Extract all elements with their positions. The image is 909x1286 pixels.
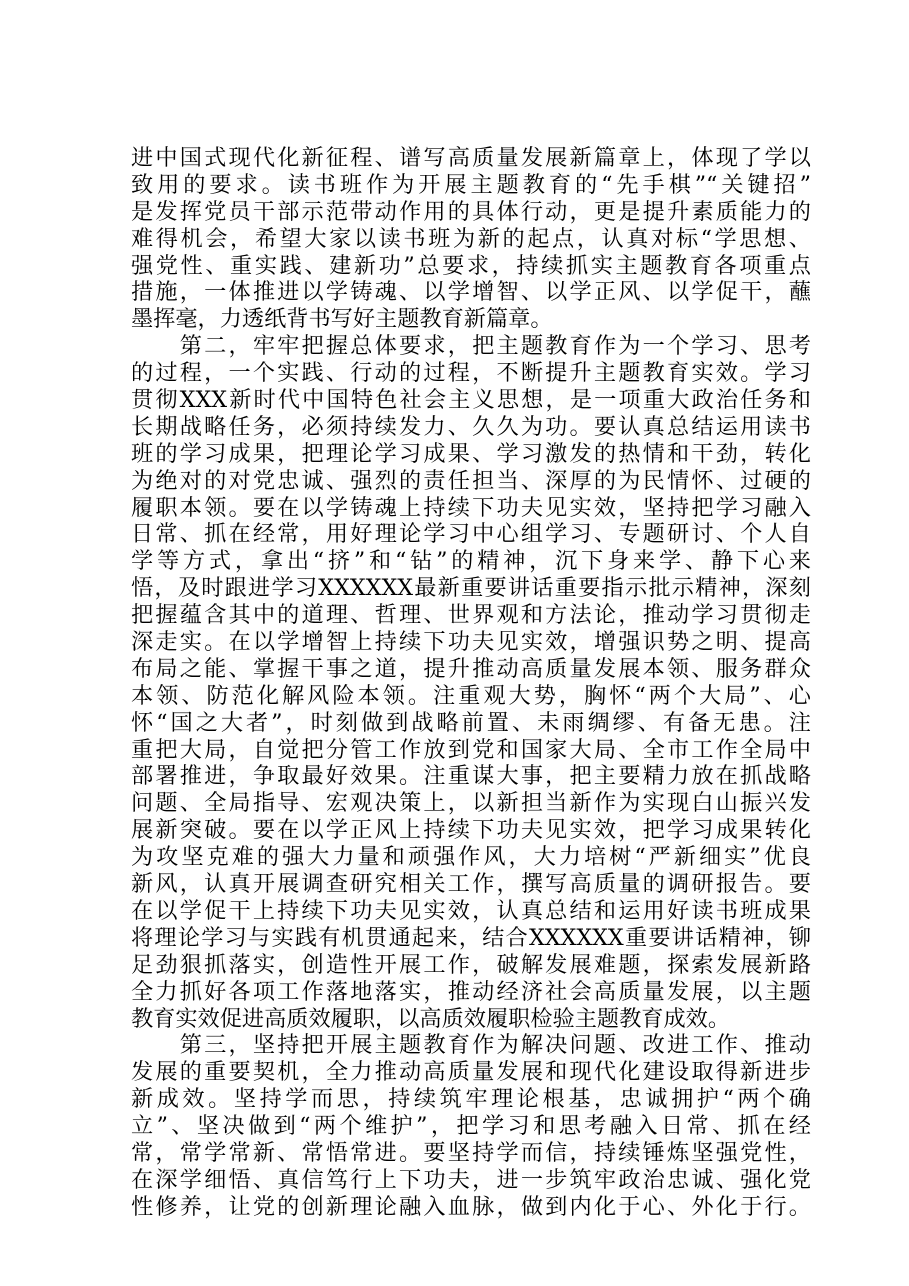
text-line: 强党性、重实践、建新功”总要求，持续抓实主题教育各项重点 [131,252,811,279]
text-line: 本领、防范化解风险本领。注重观大势，胸怀“两个大局”、心 [131,682,811,709]
text-line: 为攻坚克难的强大力量和顽强作风，大力培树“严新细实”优良 [131,844,811,871]
text-line: 新风，认真开展调查研究相关工作，撰写高质量的调研报告。要 [131,871,811,898]
text-line: 学等方式，拿出“挤”和“钻”的精神，沉下身来学、静下心来 [131,548,811,575]
document-body [131,145,811,1221]
text-line: 第二，牢牢把握总体要求，把主题教育作为一个学习、思考 [131,333,811,360]
text-line: 重把大局，自觉把分管工作放到党和国家大局、全市工作全局中 [131,736,811,763]
text-line: 布局之能、掌握干事之道，提升推动高质量发展本领、服务群众 [131,655,811,682]
text-line: 是发挥党员干部示范带动作用的具体行动，更是提升素质能力的 [131,198,811,225]
text-line: 的过程，一个实践、行动的过程，不断提升主题教育实效。学习 [131,360,811,387]
text-line: 履职本领。要在以学铸魂上持续下功夫见实效，坚持把学习融入 [131,494,811,521]
text-line: 把握蕴含其中的道理、哲理、世界观和方法论，推动学习贯彻走 [131,602,811,629]
text-line: 贯彻XXX新时代中国特色社会主义思想，是一项重大政治任务和 [131,387,811,414]
text-line: 全力抓好各项工作落地落实，推动经济社会高质量发展，以主题 [131,978,811,1005]
text-line: 教育实效促进高质效履职，以高质效履职检验主题教育成效。 [131,1005,731,1032]
text-line: 难得机会，希望大家以读书班为新的起点，认真对标“学思想、 [131,225,811,252]
text-line: 深走实。在以学增智上持续下功夫见实效，增强识势之明、提高 [131,629,811,656]
text-line: 进中国式现代化新征程、谱写高质量发展新篇章上，体现了学以 [131,145,811,171]
text-line: 常，常学常新、常悟常进。要坚持学而信，持续锤炼坚强党性， [131,1139,811,1166]
text-line: 足劲狠抓落实，创造性开展工作，破解发展难题，探索发展新路 [131,951,811,978]
text-line: 怀“国之大者”，时刻做到战略前置、未雨绸缪、有备无患。注 [131,709,811,736]
text-line: 日常、抓在经常，用好理论学习中心组学习、专题研讨、个人自 [131,521,811,548]
text-line: 问题、全局指导、宏观决策上，以新担当新作为实现白山振兴发 [131,790,811,817]
text-line: 展新突破。要在以学正风上持续下功夫见实效，把学习成果转化 [131,817,811,844]
text-line: 性修养，让党的创新理论融入血脉，做到内化于心、外化于行。 [131,1193,811,1220]
text-line: 立”、坚决做到“两个维护”，把学习和思考融入日常、抓在经 [131,1113,811,1140]
text-line: 致用的要求。读书班作为开展主题教育的“先手棋”“关键招” [131,171,811,198]
text-line: 部署推进，争取最好效果。注重谋大事，把主要精力放在抓战略 [131,763,811,790]
text-line: 班的学习成果，把理论学习成果、学习激发的热情和干劲，转化 [131,440,811,467]
text-line: 在深学细悟、真信笃行上下功夫，进一步筑牢政治忠诚、强化党 [131,1166,811,1193]
text-line: 为绝对的对党忠诚、强烈的责任担当、深厚的为民情怀、过硬的 [131,467,811,494]
text-line: 新成效。坚持学而思，持续筑牢理论根基，忠诚拥护“两个确 [131,1086,811,1113]
text-line: 措施，一体推进以学铸魂、以学增智、以学正风、以学促干，蘸 [131,279,811,306]
text-line: 将理论学习与实践有机贯通起来，结合XXXXXX重要讲话精神，铆 [131,924,811,951]
text-line: 在以学促干上持续下功夫见实效，认真总结和运用好读书班成果 [131,897,811,924]
text-line: 第三，坚持把开展主题教育作为解决问题、改进工作、推动 [131,1032,811,1059]
text-line: 墨挥毫，力透纸背书写好主题教育新篇章。 [131,306,553,333]
text-line: 悟，及时跟进学习XXXXXX最新重要讲话重要指示批示精神，深刻 [131,575,811,602]
text-line: 长期战略任务，必须持续发力、久久为功。要认真总结运用读书 [131,413,811,440]
text-line: 发展的重要契机，全力推动高质量发展和现代化建设取得新进步 [131,1059,811,1086]
